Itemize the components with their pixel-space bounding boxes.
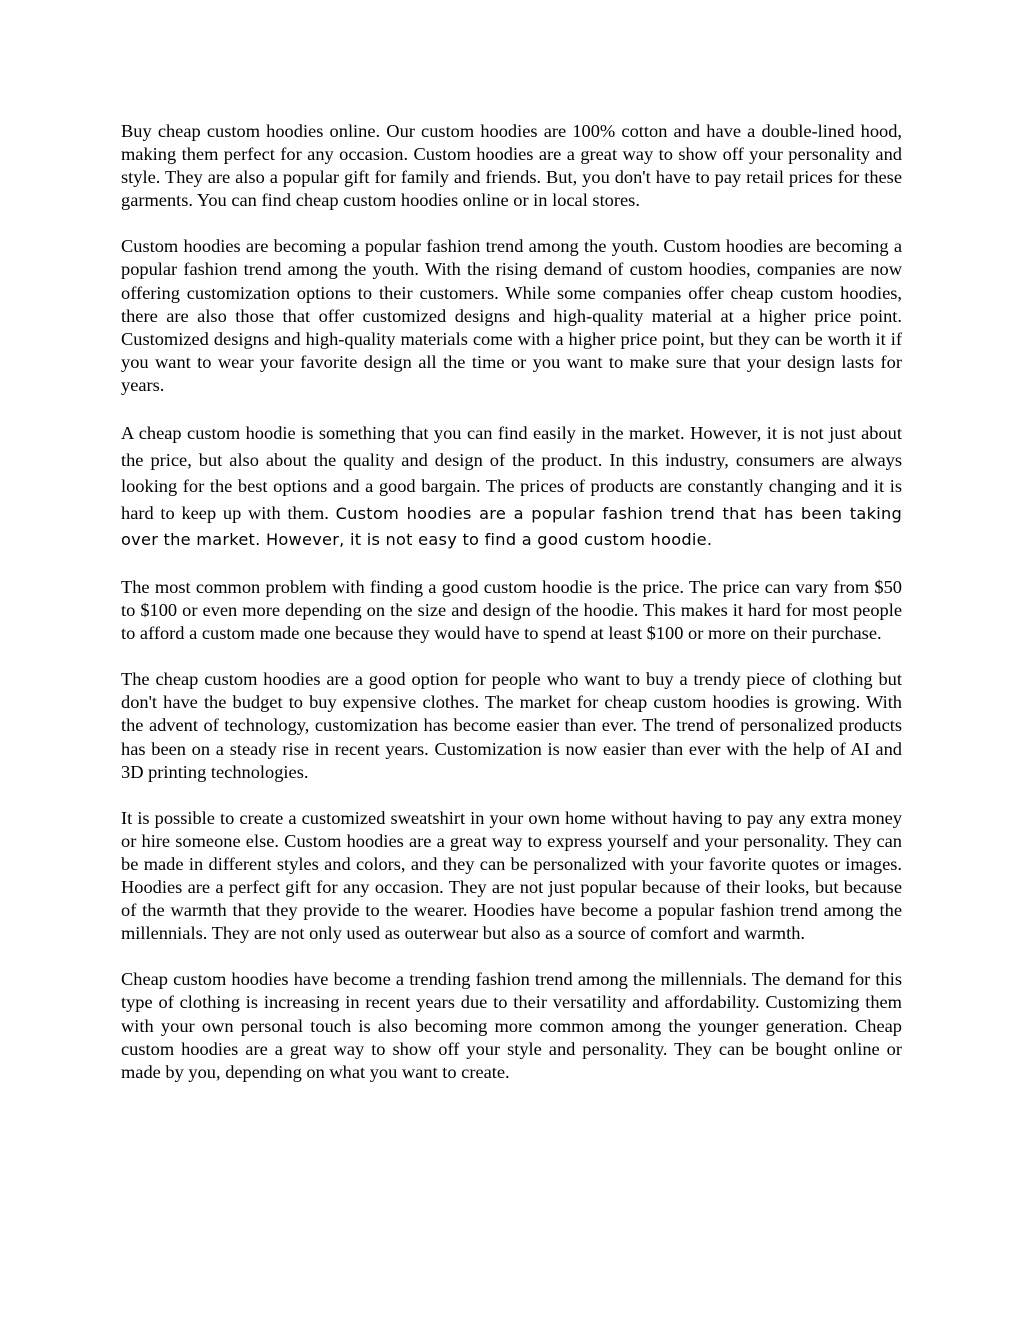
paragraph-5: The cheap custom hoodies are a good option for people who want to buy a trendy piece of clothing but don't have the budget to buy expensive clothes. The market for cheap custom hoodies is growing. With the advent of technology, customization has become easier than ever. The trend of personalized products has been on a steady rise in recent years. Customization is now easier than ever with the help of AI and 3D printing technologies. [121, 669, 902, 782]
paragraph-3-serif-run: A cheap custom hoodie is something that you can find easily in the market. However, it is not just about the price, but also about the quality and design of the product. In this industry, consumers are always looking for the best options and a good bargain. The prices of products are constantly changing and it is hard to keep up with them. [121, 423, 902, 523]
paragraph-7: Cheap custom hoodies have become a trending fashion trend among the millennials. The demand for this type of clothing is increasing in recent years due to their versatility and affordability. Customizing them with your own personal touch is also becoming more common among the younger generation. Cheap custom hoodies are a great way to show off your style and personality. They can be bought online or made by you, depending on what you want to create. [121, 969, 902, 1082]
paragraph-6: It is possible to create a customized sweatshirt in your own home without having to pay any extra money or hire someone else. Custom hoodies are a great way to express yourself and your personality. They can be made in different styles and colors, and they can be personalized with your favorite quotes or images. Hoodies are a perfect gift for any occasion. They are not just popular because of their looks, but because of the warmth that they provide to the wearer. Hoodies have become a popular fashion trend among the millennials. They are not only used as outerwear but also as a source of comfort and warmth. [121, 807, 902, 944]
paragraph-4: The most common problem with finding a good custom hoodie is the price. The price can vary from $50 to $100 or even more depending on the size and design of the hoodie. This makes it hard for most people to afford a custom made one because they would have to spend at least $100 or more on their purchase. [121, 577, 902, 644]
paragraph-1: Buy cheap custom hoodies online. Our custom hoodies are 100% cotton and have a double-lined hood, making them perfect for any occasion. Custom hoodies are a great way to show off your personality and style. They are also a popular gift for family and friends. But, you don't have to pay retail prices for these garments. You can find cheap custom hoodies online or in local stores. [121, 121, 902, 211]
paragraph-3-sans-run: Custom hoodies are a popular fashion trend that has been taking over the market. However, it is not easy to find a good custom hoodie. [121, 503, 902, 550]
paragraph-2: Custom hoodies are becoming a popular fashion trend among the youth. Custom hoodies are becoming a popular fashion trend among the youth. With the rising demand of custom hoodies, companies are now offering customization options to their customers. While some companies offer cheap custom hoodies, there are also those that offer customized designs and high-quality material at a higher price point. Customized designs and high-quality materials come with a higher price point, but they can be worth it if you want to wear your favorite design all the time or you want to make sure that your design lasts for years. [121, 236, 902, 395]
document-page [121, 120, 902, 1107]
paragraph-3 [121, 420, 902, 553]
